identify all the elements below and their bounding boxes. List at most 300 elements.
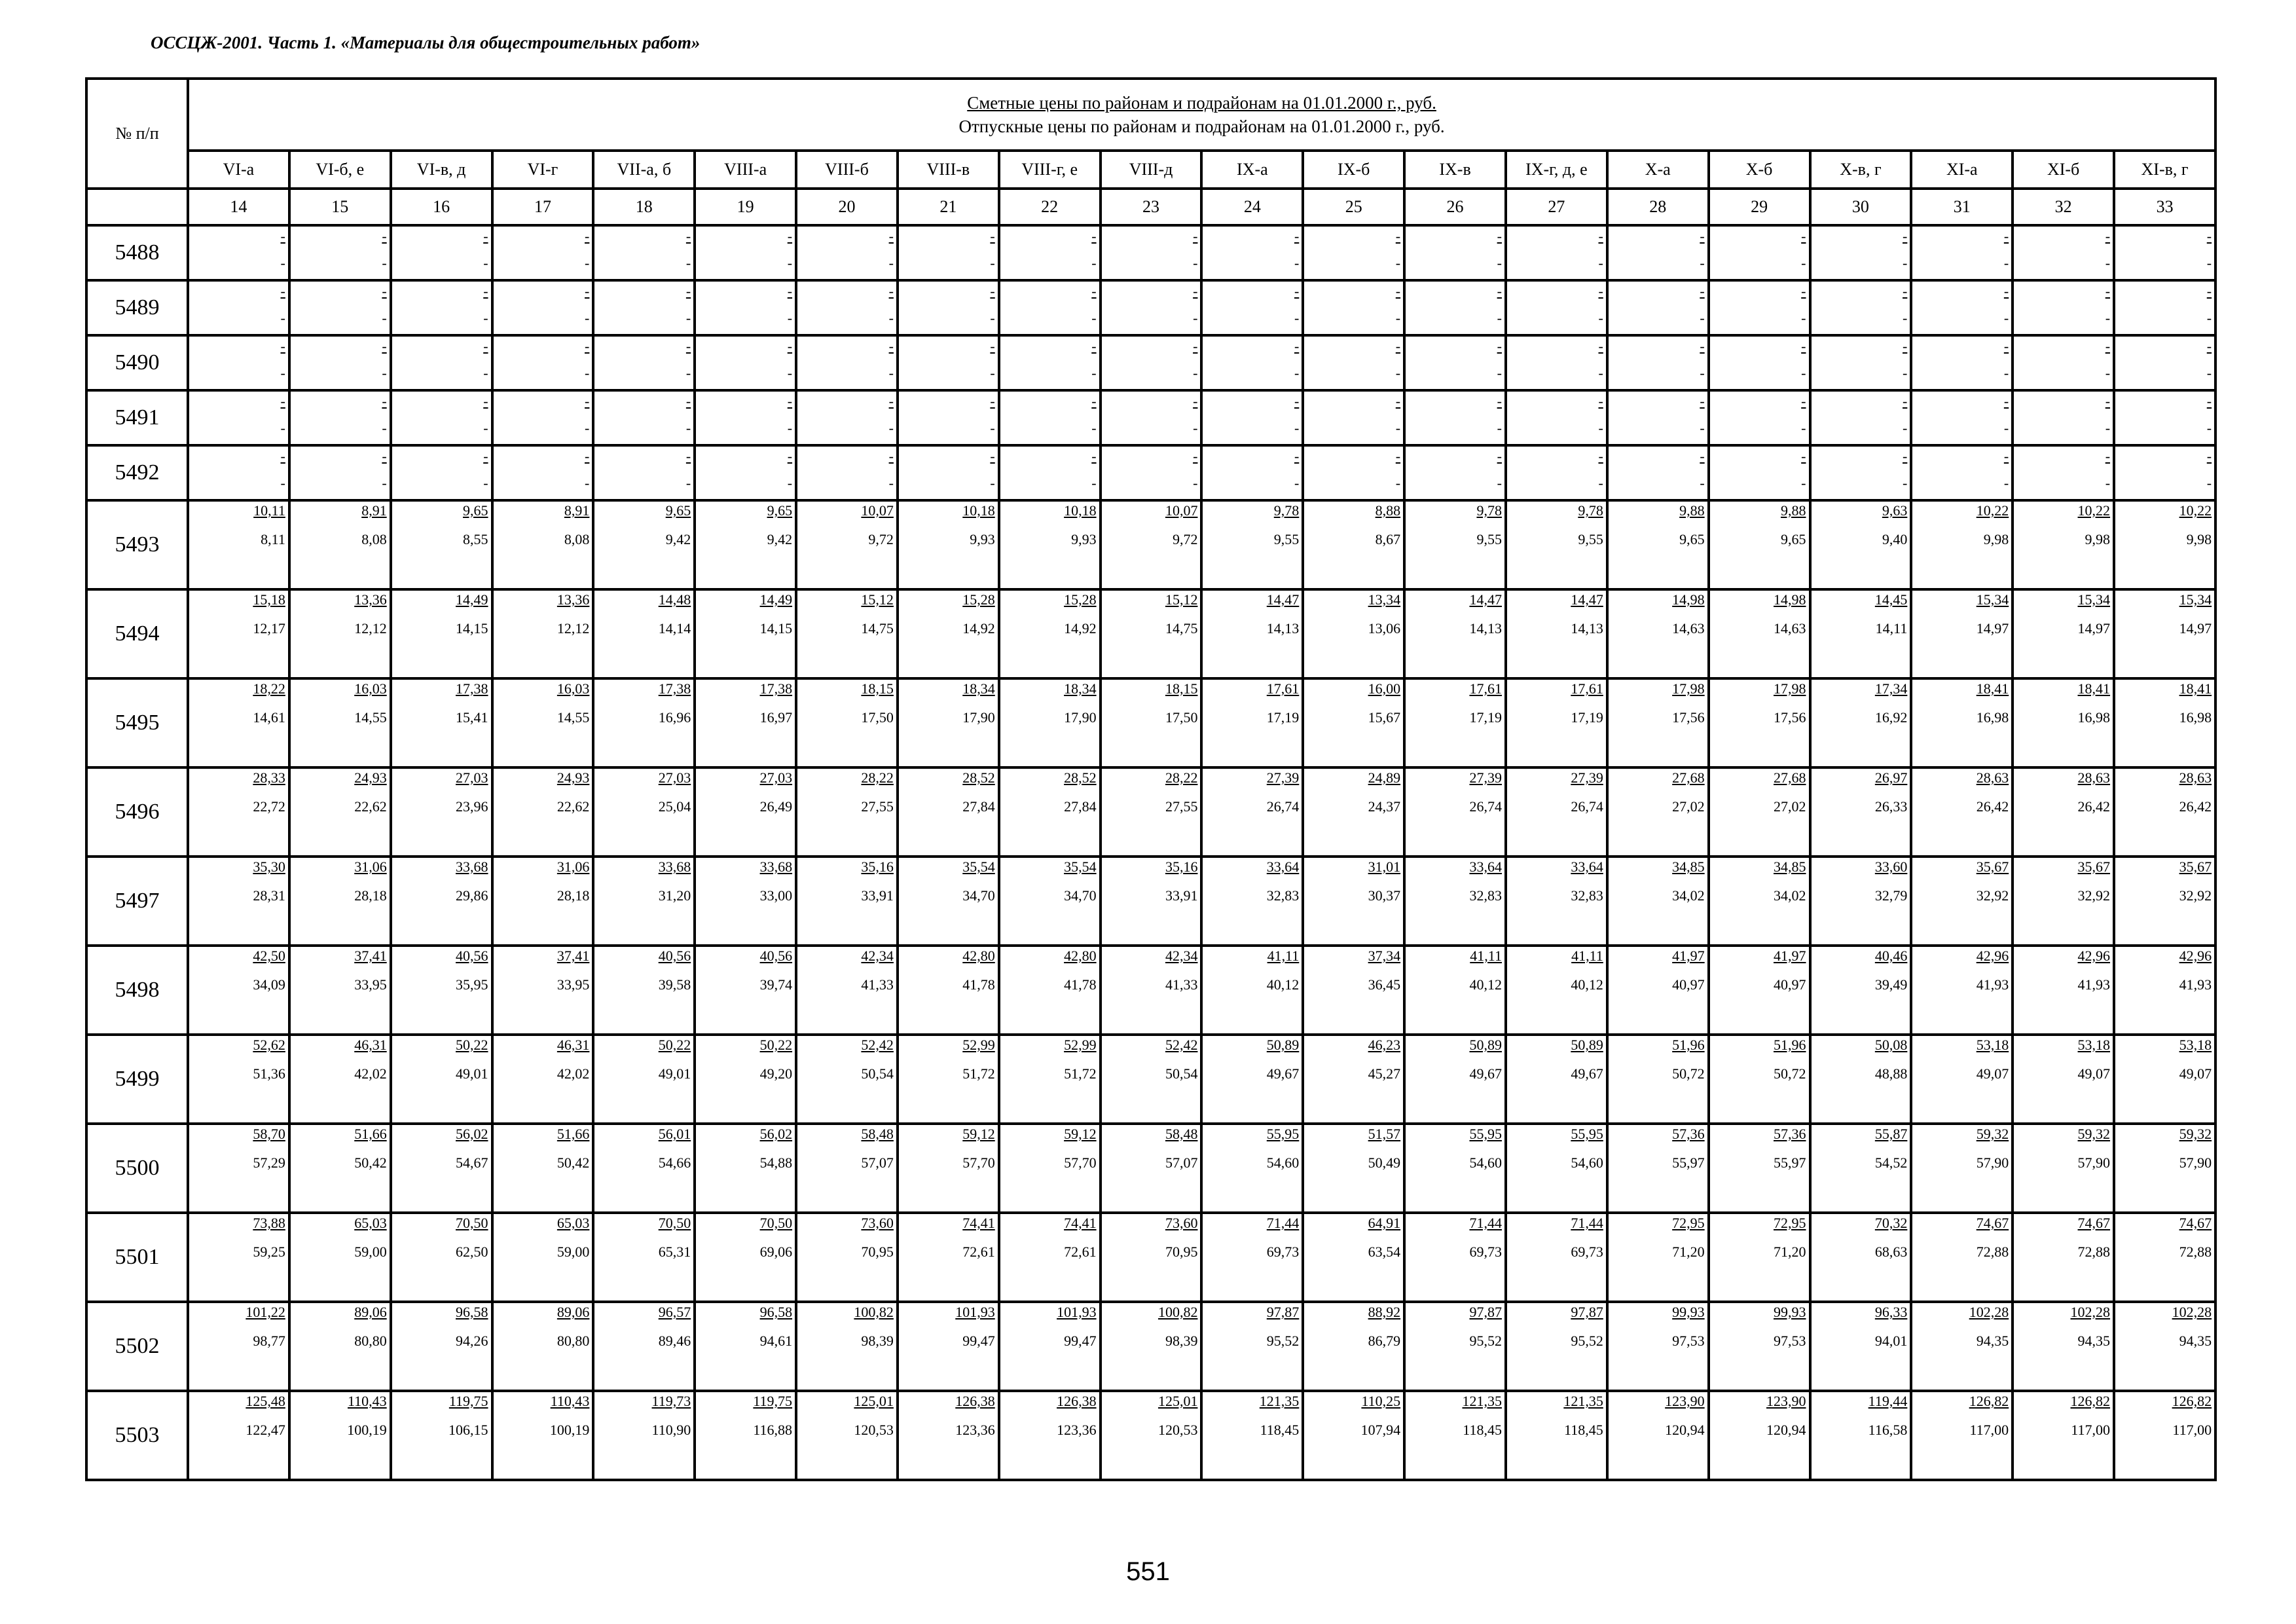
release-price: 40,97 (1672, 976, 1705, 993)
estimate-price: - (2105, 338, 2111, 354)
price-cell (1607, 225, 1709, 280)
price-cell (188, 445, 289, 500)
price-cell (391, 1213, 492, 1302)
estimate-price: - (280, 228, 285, 244)
release-price: 17,50 (1165, 709, 1198, 726)
price-cell (2114, 767, 2215, 857)
price-cell (1404, 1213, 1506, 1302)
price-cell (898, 335, 999, 390)
release-price: 120,94 (1766, 1422, 1806, 1438)
estimate-price: 34,85 (1672, 858, 1705, 875)
price-cell (593, 857, 695, 946)
price-cell (289, 1035, 391, 1124)
release-price: 80,80 (556, 1333, 590, 1349)
row-number: 5501 (86, 1213, 188, 1302)
release-price: 17,56 (1774, 709, 1806, 726)
estimate-price: - (1193, 338, 1198, 354)
price-cell (1911, 857, 2013, 946)
price-cell (289, 1391, 391, 1480)
release-price: 99,47 (1064, 1333, 1097, 1349)
release-price: 49,67 (1571, 1065, 1603, 1082)
estimate-price: - (382, 448, 387, 464)
estimate-price: 74,41 (962, 1215, 995, 1231)
price-cell (1607, 280, 1709, 335)
release-price: - (280, 420, 285, 436)
estimate-price: 10,11 (253, 502, 285, 519)
estimate-price: - (2003, 283, 2009, 299)
estimate-price: 18,22 (253, 680, 285, 697)
price-cell (2114, 678, 2215, 767)
estimate-price: 42,96 (2077, 948, 2111, 964)
estimate-price: 53,18 (1976, 1037, 2009, 1053)
release-price: 94,35 (2077, 1333, 2111, 1349)
estimate-price: 15,18 (253, 591, 285, 608)
price-cell (1404, 946, 1506, 1035)
release-price: 50,72 (1672, 1065, 1705, 1082)
price-cell (492, 589, 594, 678)
table-title-row (86, 79, 2215, 151)
estimate-price: - (1497, 338, 1502, 354)
table-row (86, 1124, 2215, 1213)
price-cell (1810, 280, 1912, 335)
price-cell (1201, 335, 1303, 390)
price-cell (1506, 390, 1607, 445)
price-cell (1911, 225, 2013, 280)
price-cell (391, 1124, 492, 1213)
price-cell (492, 857, 594, 946)
region-header: XI-а (1911, 151, 2013, 189)
estimate-price: 51,96 (1672, 1037, 1705, 1053)
price-cell (2013, 589, 2114, 678)
estimate-price: 27,68 (1672, 769, 1705, 786)
estimate-price: 17,61 (1571, 680, 1603, 697)
estimate-price: 64,91 (1368, 1215, 1401, 1231)
release-price: 14,92 (962, 620, 995, 637)
release-price: 22,62 (556, 798, 590, 815)
price-cell (2013, 767, 2114, 857)
release-price: 26,74 (1266, 798, 1300, 815)
price-cell (796, 589, 898, 678)
price-cell (1810, 1124, 1912, 1213)
price-cell (188, 857, 289, 946)
release-price: 34,70 (1064, 887, 1097, 904)
release-price: 57,07 (1165, 1154, 1198, 1171)
region-header: VI-в, д (391, 151, 492, 189)
price-cell (1101, 678, 1202, 767)
estimate-price: 24,93 (556, 769, 590, 786)
release-price: 16,92 (1874, 709, 1908, 726)
release-price: 27,02 (1774, 798, 1806, 815)
estimate-price: - (382, 393, 387, 409)
estimate-price: - (1091, 228, 1097, 244)
estimate-price: 17,38 (759, 680, 793, 697)
estimate-price: 10,18 (1064, 502, 1097, 519)
estimate-price: - (1497, 283, 1502, 299)
release-price: - (2105, 365, 2111, 381)
release-price: 23,96 (456, 798, 488, 815)
price-cell (695, 1124, 796, 1213)
price-cell (1303, 335, 1404, 390)
release-price: 17,19 (1266, 709, 1300, 726)
release-price: 69,73 (1571, 1244, 1603, 1260)
price-cell (1607, 1124, 1709, 1213)
price-cell (1303, 678, 1404, 767)
release-price: - (1193, 475, 1198, 491)
estimate-price: 10,22 (2179, 502, 2212, 519)
estimate-price: 126,82 (2172, 1393, 2212, 1409)
estimate-price: - (1700, 283, 1705, 299)
price-cell (1911, 1391, 2013, 1480)
estimate-price: 37,41 (556, 948, 590, 964)
release-price: 9,65 (1679, 531, 1705, 547)
row-number: 5494 (86, 589, 188, 678)
price-cell (1101, 500, 1202, 589)
release-price: 26,42 (1976, 798, 2009, 815)
release-price: - (685, 310, 691, 326)
region-header: IX-г, д, е (1506, 151, 1607, 189)
estimate-price: - (1193, 228, 1198, 244)
price-cell (1303, 390, 1404, 445)
price-cell (2114, 390, 2215, 445)
release-price: 26,74 (1571, 798, 1603, 815)
estimate-price: - (2206, 338, 2212, 354)
release-price: - (1903, 420, 1908, 436)
estimate-price: 37,34 (1368, 948, 1401, 964)
release-price: 40,97 (1774, 976, 1806, 993)
estimate-price: - (483, 338, 488, 354)
estimate-price: 126,82 (2070, 1393, 2111, 1409)
estimate-price: - (280, 338, 285, 354)
estimate-price: 17,38 (658, 680, 691, 697)
table-row (86, 678, 2215, 767)
price-cell (289, 1302, 391, 1391)
price-cell (796, 445, 898, 500)
release-price: - (787, 310, 793, 326)
estimate-price: 9,78 (1273, 502, 1300, 519)
price-cell (1506, 678, 1607, 767)
estimate-price: - (888, 228, 894, 244)
estimate-price: 16,03 (354, 680, 387, 697)
price-cell (2114, 445, 2215, 500)
estimate-price: 18,41 (2077, 680, 2111, 697)
release-price: - (990, 310, 995, 326)
release-price: 50,42 (354, 1154, 387, 1171)
estimate-price: 28,22 (1165, 769, 1198, 786)
price-cell (2013, 445, 2114, 500)
estimate-price: 100,82 (854, 1304, 894, 1320)
estimate-price: 52,42 (1165, 1037, 1198, 1053)
price-cell (391, 1391, 492, 1480)
price-cell (492, 1302, 594, 1391)
estimate-price: - (1395, 448, 1401, 464)
release-price: 54,66 (658, 1154, 691, 1171)
estimate-price: - (2105, 228, 2111, 244)
release-price: - (1497, 255, 1502, 271)
estimate-price: - (1801, 228, 1806, 244)
release-price: 95,52 (1469, 1333, 1502, 1349)
price-cell (999, 589, 1101, 678)
estimate-price: 121,35 (1563, 1393, 1603, 1409)
estimate-price: - (1700, 228, 1705, 244)
region-header: VI-а (188, 151, 289, 189)
price-cell (1911, 280, 2013, 335)
estimate-price: 9,65 (463, 502, 488, 519)
estimate-price: - (1598, 393, 1603, 409)
release-price: 32,79 (1874, 887, 1908, 904)
price-cell (492, 445, 594, 500)
price-cell (593, 500, 695, 589)
price-cell (492, 1035, 594, 1124)
estimate-price: - (1903, 448, 1908, 464)
estimate-price: 101,93 (955, 1304, 995, 1320)
release-price: 48,88 (1874, 1065, 1908, 1082)
price-cell (1201, 589, 1303, 678)
estimate-price: 10,07 (1165, 502, 1198, 519)
price-cell (1810, 1302, 1912, 1391)
price-cell (1709, 589, 1810, 678)
estimate-price: 33,60 (1874, 858, 1908, 875)
release-price: 14,75 (861, 620, 894, 637)
release-price: 12,17 (253, 620, 285, 637)
estimate-price: 18,34 (962, 680, 995, 697)
estimate-price: 88,92 (1368, 1304, 1401, 1320)
release-price: 9,65 (1781, 531, 1806, 547)
release-price: 120,94 (1665, 1422, 1705, 1438)
price-cell (1404, 390, 1506, 445)
estimate-price: - (382, 283, 387, 299)
column-number: 23 (1101, 189, 1202, 225)
estimate-price: 59,32 (2077, 1126, 2111, 1142)
estimate-price: 50,89 (1469, 1037, 1502, 1053)
price-cell (1303, 445, 1404, 500)
estimate-price: 125,48 (246, 1393, 285, 1409)
price-cell (1911, 767, 2013, 857)
release-price: - (1598, 420, 1603, 436)
release-price: - (2003, 365, 2009, 381)
release-price: 54,88 (759, 1154, 793, 1171)
release-price: - (787, 365, 793, 381)
release-price: - (2206, 365, 2212, 381)
release-price: 33,91 (1165, 887, 1198, 904)
release-price: - (1903, 475, 1908, 491)
price-cell (2114, 589, 2215, 678)
release-price: 110,90 (651, 1422, 691, 1438)
price-cell (2114, 335, 2215, 390)
estimate-price: - (1903, 228, 1908, 244)
release-price: - (1903, 255, 1908, 271)
price-cell (1101, 857, 1202, 946)
estimate-price: 40,56 (759, 948, 793, 964)
price-cell (289, 1124, 391, 1213)
price-cell (1404, 445, 1506, 500)
price-cell (695, 1035, 796, 1124)
estimate-price: 15,28 (1064, 591, 1097, 608)
release-price: 9,42 (767, 531, 793, 547)
release-price: 9,40 (1882, 531, 1908, 547)
release-price: 123,36 (1057, 1422, 1097, 1438)
price-cell (1709, 1035, 1810, 1124)
column-number: 31 (1911, 189, 2013, 225)
release-price: - (2003, 475, 2009, 491)
region-header: IX-а (1201, 151, 1303, 189)
estimate-price: 59,12 (1064, 1126, 1097, 1142)
price-cell (898, 445, 999, 500)
estimate-price: - (1193, 448, 1198, 464)
estimate-price: 71,44 (1266, 1215, 1300, 1231)
price-cell (1201, 678, 1303, 767)
price-cell (1709, 857, 1810, 946)
table-row (86, 1035, 2215, 1124)
price-cell (1607, 767, 1709, 857)
estimate-price: 13,36 (556, 591, 590, 608)
release-price: 50,54 (861, 1065, 894, 1082)
release-price: - (1193, 420, 1198, 436)
price-cell (188, 225, 289, 280)
price-cell (695, 767, 796, 857)
release-price: - (787, 255, 793, 271)
release-price: 40,12 (1571, 976, 1603, 993)
price-cell (1709, 767, 1810, 857)
estimate-price: 17,98 (1774, 680, 1806, 697)
release-price: 70,95 (1165, 1244, 1198, 1260)
price-cell (593, 589, 695, 678)
release-price: - (585, 475, 590, 491)
estimate-price: - (382, 338, 387, 354)
estimate-price: 74,67 (2179, 1215, 2212, 1231)
price-cell (796, 946, 898, 1035)
estimate-price: - (1598, 283, 1603, 299)
estimate-price: 126,82 (1969, 1393, 2009, 1409)
price-cell (1709, 1124, 1810, 1213)
table-title (188, 79, 2215, 151)
estimate-price: 99,93 (1672, 1304, 1705, 1320)
price-cell (492, 280, 594, 335)
price-cell (391, 445, 492, 500)
estimate-price: 33,68 (759, 858, 793, 875)
release-price: 57,29 (253, 1154, 285, 1171)
row-number: 5502 (86, 1302, 188, 1391)
estimate-price: 14,47 (1571, 591, 1603, 608)
estimate-price: - (1294, 283, 1300, 299)
price-cell (898, 678, 999, 767)
estimate-price: 70,50 (456, 1215, 488, 1231)
table-row (86, 1213, 2215, 1302)
price-cell (1404, 225, 1506, 280)
estimate-price: 59,32 (1976, 1126, 2009, 1142)
release-price: 50,54 (1165, 1065, 1198, 1082)
release-price: 14,11 (1875, 620, 1908, 637)
release-price: 49,20 (759, 1065, 793, 1082)
release-price: - (787, 420, 793, 436)
price-cell (289, 445, 391, 500)
price-cell (796, 1302, 898, 1391)
price-cell (188, 1391, 289, 1480)
row-number: 5492 (86, 445, 188, 500)
estimate-price: 31,01 (1368, 858, 1401, 875)
price-cell (1303, 1213, 1404, 1302)
price-cell (1201, 1213, 1303, 1302)
estimate-price: 16,00 (1368, 680, 1401, 697)
release-price: 70,95 (861, 1244, 894, 1260)
price-cell (2013, 1302, 2114, 1391)
estimate-price: 35,16 (861, 858, 894, 875)
release-price: 14,55 (354, 709, 387, 726)
estimate-price: 74,67 (2077, 1215, 2111, 1231)
estimate-price: 33,64 (1469, 858, 1502, 875)
release-price: - (1294, 310, 1300, 326)
price-cell (1607, 1213, 1709, 1302)
price-cell (391, 857, 492, 946)
estimate-price: 18,41 (1976, 680, 2009, 697)
release-price: 17,90 (1064, 709, 1097, 726)
table-row (86, 1391, 2215, 1480)
release-price: 49,01 (658, 1065, 691, 1082)
release-price: 17,56 (1672, 709, 1705, 726)
estimate-price: - (382, 228, 387, 244)
price-cell (289, 335, 391, 390)
price-cell (2013, 946, 2114, 1035)
release-price: 69,73 (1469, 1244, 1502, 1260)
price-cell (1810, 1391, 1912, 1480)
release-price: 97,53 (1774, 1333, 1806, 1349)
estimate-price: 51,66 (556, 1126, 590, 1142)
estimate-price: 35,67 (1976, 858, 2009, 875)
estimate-price: 52,99 (1064, 1037, 1097, 1053)
estimate-price: - (990, 393, 995, 409)
release-price: 39,58 (658, 976, 691, 993)
price-cell (1506, 225, 1607, 280)
release-price: - (1193, 255, 1198, 271)
release-price: 49,07 (2077, 1065, 2111, 1082)
release-price: 72,61 (962, 1244, 995, 1260)
estimate-price: - (585, 448, 590, 464)
estimate-price: 10,18 (962, 502, 995, 519)
estimate-price: 74,41 (1064, 1215, 1097, 1231)
release-price: 34,70 (962, 887, 995, 904)
release-price: - (1801, 475, 1806, 491)
price-cell (2013, 335, 2114, 390)
np-header: № п/п (86, 79, 188, 189)
estimate-price: 99,93 (1774, 1304, 1806, 1320)
release-price: - (483, 475, 488, 491)
release-price: 123,36 (955, 1422, 995, 1438)
estimate-price: - (585, 228, 590, 244)
price-cell (289, 500, 391, 589)
estimate-price: 59,32 (2179, 1126, 2212, 1142)
price-cell (1607, 1035, 1709, 1124)
release-price: - (2105, 420, 2111, 436)
estimate-price: 35,54 (962, 858, 995, 875)
price-cell (289, 857, 391, 946)
release-price: 9,72 (868, 531, 894, 547)
estimate-price: 52,99 (962, 1037, 995, 1053)
estimate-price: - (787, 448, 793, 464)
table-row (86, 1302, 2215, 1391)
release-price: 14,97 (1976, 620, 2009, 637)
release-price: 71,20 (1774, 1244, 1806, 1260)
release-price: - (2206, 255, 2212, 271)
estimate-price: 102,28 (2172, 1304, 2212, 1320)
estimate-price: 10,07 (861, 502, 894, 519)
release-price: 41,93 (1976, 976, 2009, 993)
release-price: 120,53 (854, 1422, 894, 1438)
table-row (86, 335, 2215, 390)
column-number: 27 (1506, 189, 1607, 225)
estimate-price: 17,98 (1672, 680, 1705, 697)
price-cell (289, 390, 391, 445)
price-cell (391, 767, 492, 857)
price-cell (2013, 225, 2114, 280)
